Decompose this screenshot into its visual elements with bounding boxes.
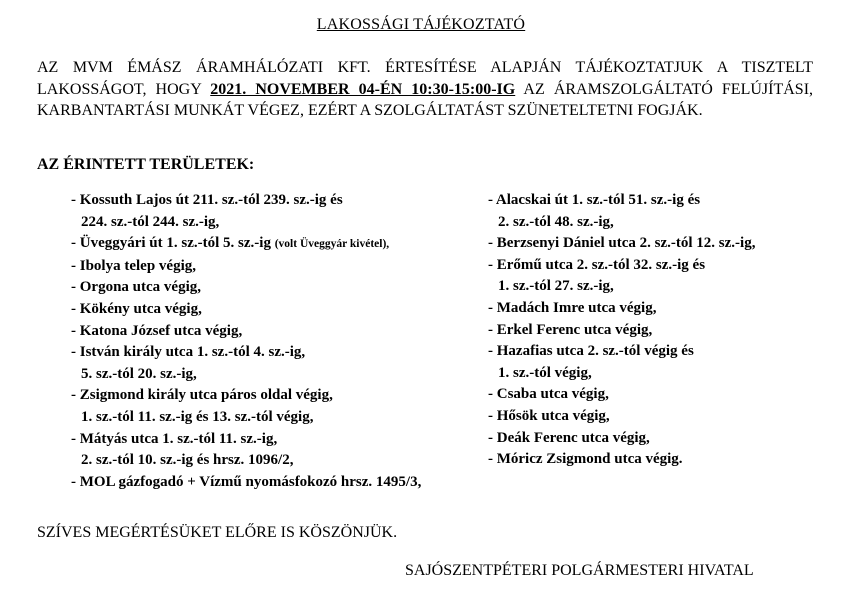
area-text: - Erkel Ferenc utca végig, — [488, 321, 653, 338]
area-text: - Kossuth Lajos út 211. sz.-tól 239. sz.-ig és — [71, 192, 343, 208]
area-line — [488, 320, 755, 342]
area-list-item — [71, 256, 421, 278]
area-text: - Csaba utca végig, — [488, 386, 609, 403]
area-text: - Erőmű utca 2. sz.-tól 32. sz.-ig és — [488, 256, 706, 273]
affected-areas-right-column — [488, 190, 755, 471]
area-list-item — [488, 320, 755, 342]
area-list-item — [71, 385, 421, 428]
area-text: - Katona József utca végig, — [71, 322, 243, 339]
area-line-continuation: 2. sz.-tól 48. sz.-ig, — [498, 213, 614, 230]
area-text: - MOL gázfogadó + Vízmű nyomásfokozó hrsz. 1495/3, — [71, 473, 422, 490]
area-list-item — [488, 233, 755, 255]
area-text: - Deák Ferenc utca végig, — [488, 429, 650, 446]
area-text: - Üveggyári út 1. sz.-tól 5. sz.-ig — [71, 235, 275, 252]
area-list-item — [71, 429, 421, 472]
area-line — [71, 233, 421, 256]
area-line-continuation: 224. sz.-tól 244. sz.-ig, — [81, 213, 220, 230]
area-line — [488, 298, 755, 320]
area-text: - Móricz Zsigmond utca végig. — [488, 451, 683, 468]
area-text: - Hazafias utca 2. sz.-tól végig és — [488, 343, 694, 360]
area-list-item — [488, 298, 755, 320]
area-list-item — [71, 342, 421, 385]
area-list-item — [71, 299, 421, 321]
area-note: (volt Üveggyár kivétel), — [274, 238, 390, 251]
area-line — [488, 255, 755, 277]
area-line — [488, 406, 755, 428]
area-list-item — [488, 449, 755, 471]
area-text: - Hősök utca végig, — [488, 407, 610, 424]
area-text: - Alacskai út 1. sz.-tól 51. sz.-ig és — [488, 192, 701, 208]
area-line — [488, 190, 755, 212]
area-line-continuation: 5. sz.-tól 20. sz.-ig, — [81, 365, 197, 382]
area-text: - Ibolya telep végig, — [71, 257, 196, 274]
area-line — [71, 342, 421, 364]
intro-text-after: AZ ÁRAMSZOLGÁLTATÓ FELÚJÍTÁSI, KARBANTARTÁSI MUNKÁT VÉGEZ, EZÉRT A SZOLGÁLTATÁST SZÜNETELTETNI FOGJÁK. — [37, 80, 814, 119]
area-list-item — [71, 472, 421, 494]
area-line — [71, 321, 421, 343]
area-line — [488, 384, 755, 406]
area-text: - Madách Imre utca végig, — [488, 299, 657, 316]
area-text: - Zsigmond király utca páros oldal végig, — [71, 387, 333, 404]
affected-areas-heading: AZ ÉRINTETT TERÜLETEK: — [37, 156, 255, 173]
area-line — [488, 233, 755, 255]
area-list-item — [488, 406, 755, 428]
page-title: LAKOSSÁGI TÁJÉKOZTATÓ — [316, 16, 526, 33]
area-line — [488, 428, 755, 450]
area-list-item — [488, 341, 755, 384]
area-list-item — [488, 190, 755, 233]
area-line — [71, 277, 421, 299]
area-line-continuation: 2. sz.-tól 10. sz.-ig és hrsz. 1096/2, — [81, 452, 294, 469]
area-list-item — [488, 384, 755, 406]
area-line-continuation: 1. sz.-tól végig, — [498, 364, 592, 381]
area-line — [71, 256, 421, 278]
area-text: - Mátyás utca 1. sz.-tól 11. sz.-ig, — [71, 430, 278, 447]
area-text: - Berzsenyi Dániel utca 2. sz.-tól 12. sz.-ig, — [488, 235, 756, 252]
area-list-item — [71, 321, 421, 343]
area-line — [71, 385, 421, 407]
area-line — [488, 449, 755, 471]
signature: SAJÓSZENTPÉTERI POLGÁRMESTERI HIVATAL — [405, 562, 754, 579]
outage-date-time: 2021. NOVEMBER 04-ÉN 10:30-15:00-IG — [210, 80, 516, 98]
affected-areas-left-column — [71, 190, 421, 493]
area-line-continuation: 1. sz.-tól 11. sz.-ig és 13. sz.-tól végig, — [81, 408, 314, 425]
area-text: - István király utca 1. sz.-tól 4. sz.-ig, — [71, 344, 306, 361]
area-text: - Orgona utca végig, — [71, 279, 201, 296]
intro-paragraph — [37, 57, 813, 122]
area-list-item — [488, 428, 755, 450]
area-text: - Kökény utca végig, — [71, 300, 202, 317]
area-line — [71, 429, 421, 451]
area-list-item — [488, 255, 755, 298]
area-list-item — [71, 233, 421, 256]
area-line-continuation: 1. sz.-tól 27. sz.-ig, — [498, 278, 614, 295]
area-list-item — [71, 190, 421, 233]
area-list-item — [71, 277, 421, 299]
area-line — [71, 190, 421, 212]
area-line — [488, 341, 755, 363]
area-line — [71, 299, 421, 321]
area-line — [71, 472, 421, 494]
intro-text-before: AZ MVM ÉMÁSZ ÁRAMHÁLÓZATI KFT. ÉRTESÍTÉSE ALAPJÁN TÁJÉKOZTATJUK A TISZTELT LAKOSSÁGOT, HOGY — [37, 59, 813, 98]
closing-text: SZÍVES MEGÉRTÉSÜKET ELŐRE IS KÖSZÖNJÜK. — [37, 524, 398, 541]
